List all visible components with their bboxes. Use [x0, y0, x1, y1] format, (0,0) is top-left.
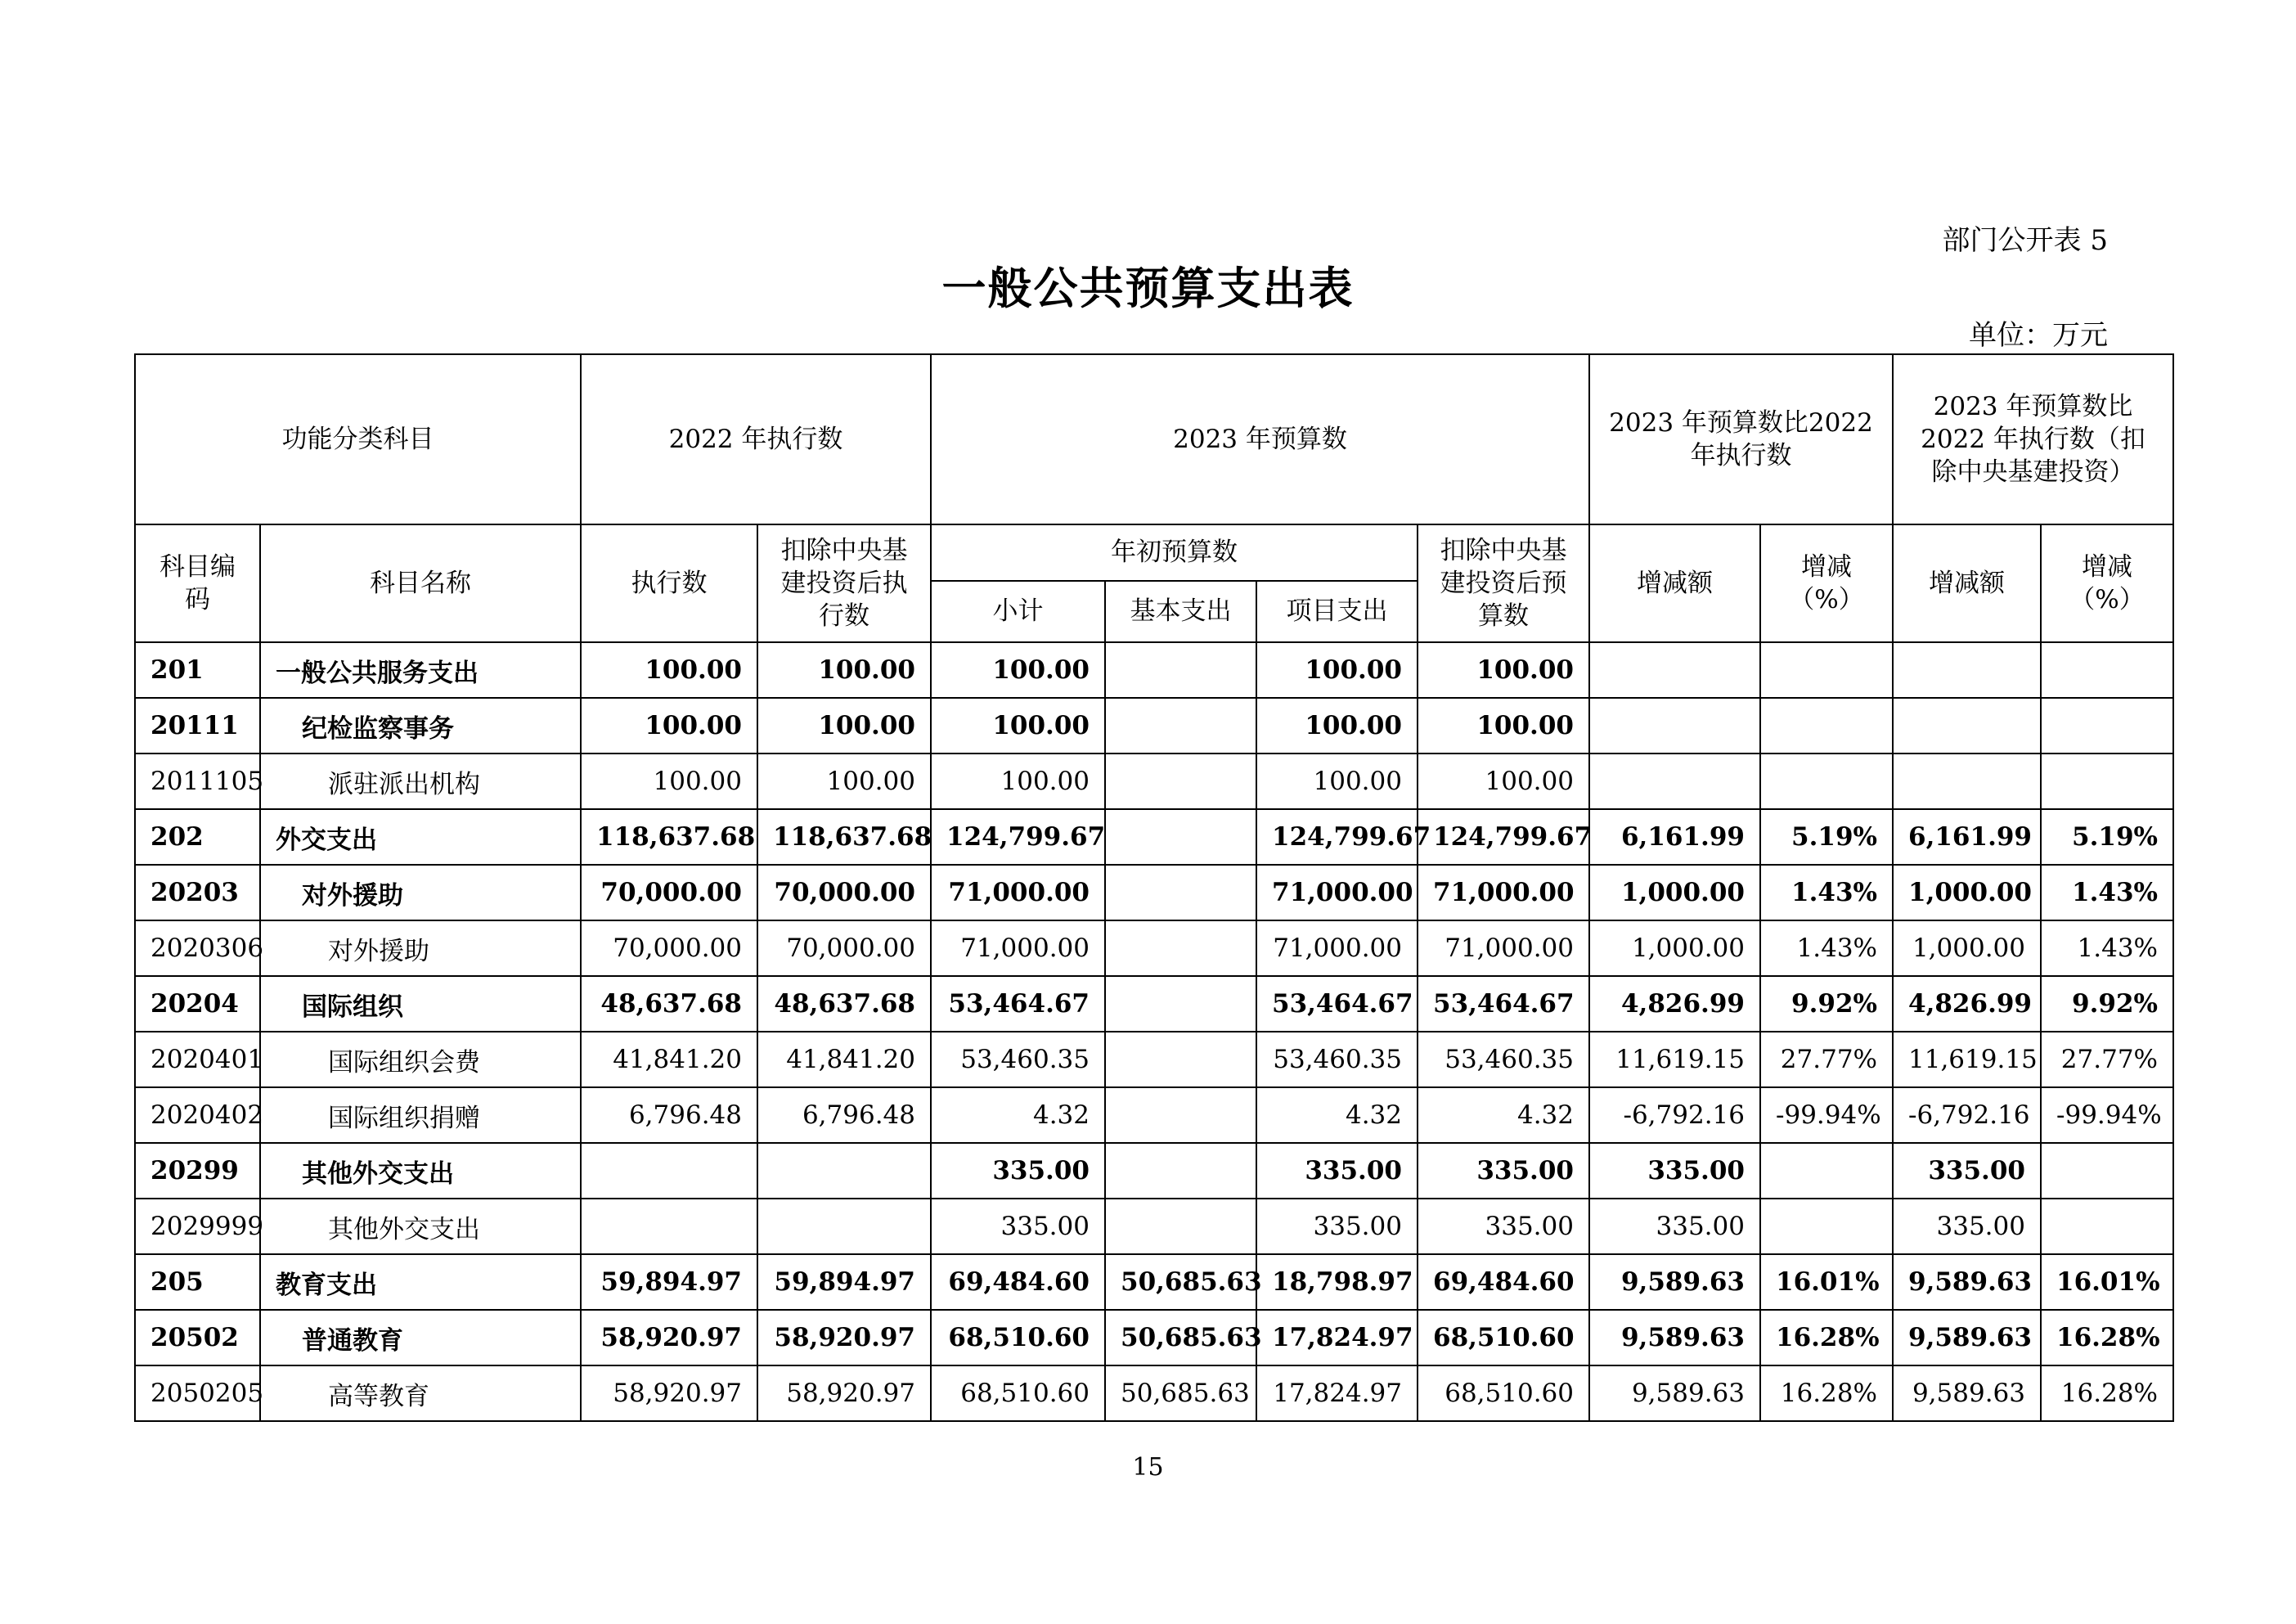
table-header	[135, 354, 2173, 642]
page-title: 一般公共预算支出表	[941, 262, 1355, 314]
code-cell: 20203	[135, 865, 260, 920]
change-amount-2-cell: 9,589.63	[1893, 1365, 2041, 1421]
subtotal-cell: 335.00	[931, 1199, 1105, 1254]
subtotal-cell: 100.00	[931, 754, 1105, 809]
basic-cell: 50,685.63	[1105, 1254, 1256, 1310]
budget-excl-cell: 335.00	[1418, 1143, 1589, 1199]
code-cell: 20299	[135, 1143, 260, 1199]
header-change-pct: 增减（%）	[1760, 524, 1893, 642]
header-project: 项目支出	[1256, 581, 1418, 642]
change-amount-2-cell: 9,589.63	[1893, 1310, 2041, 1365]
table-row	[135, 1199, 2173, 1254]
header-exec-2022: 2022 年执行数	[581, 354, 931, 524]
exec-cell	[581, 1199, 757, 1254]
change-pct-cell: 16.28%	[1760, 1310, 1893, 1365]
change-pct-cell	[1760, 1199, 1893, 1254]
name-cell: 高等教育	[260, 1365, 581, 1421]
budget-excl-cell: 53,460.35	[1418, 1032, 1589, 1087]
budget-excl-cell: 335.00	[1418, 1199, 1589, 1254]
budget-excl-cell: 71,000.00	[1418, 920, 1589, 976]
change-pct-2-cell: 1.43%	[2041, 865, 2173, 920]
header-name: 科目名称	[260, 524, 581, 642]
project-cell: 53,460.35	[1256, 1032, 1418, 1087]
exec-excl-cell: 48,637.68	[757, 976, 931, 1032]
name-cell: 对外援助	[260, 920, 581, 976]
project-cell: 71,000.00	[1256, 865, 1418, 920]
exec-excl-cell	[757, 1143, 931, 1199]
header-initial-budget: 年初预算数	[931, 524, 1418, 581]
table-row	[135, 698, 2173, 754]
change-pct-cell: -99.94%	[1760, 1087, 1893, 1143]
basic-cell	[1105, 865, 1256, 920]
subtotal-cell: 53,464.67	[931, 976, 1105, 1032]
exec-excl-cell: 70,000.00	[757, 865, 931, 920]
code-cell: 2029999	[135, 1199, 260, 1254]
change-pct-2-cell	[2041, 754, 2173, 809]
header-change-amount: 增减额	[1589, 524, 1760, 642]
exec-excl-cell: 6,796.48	[757, 1087, 931, 1143]
change-amount-cell: 1,000.00	[1589, 865, 1760, 920]
change-amount-cell: 11,619.15	[1589, 1032, 1760, 1087]
change-amount-cell: 1,000.00	[1589, 920, 1760, 976]
change-amount-cell: 9,589.63	[1589, 1254, 1760, 1310]
subtotal-cell: 100.00	[931, 642, 1105, 698]
table-row	[135, 865, 2173, 920]
change-amount-cell: 6,161.99	[1589, 809, 1760, 865]
change-pct-cell: 9.92%	[1760, 976, 1893, 1032]
code-cell: 2050205	[135, 1365, 260, 1421]
budget-excl-cell: 71,000.00	[1418, 865, 1589, 920]
project-cell: 17,824.97	[1256, 1310, 1418, 1365]
exec-cell: 100.00	[581, 698, 757, 754]
table-row	[135, 1365, 2173, 1421]
change-amount-2-cell	[1893, 698, 2041, 754]
name-cell: 普通教育	[260, 1310, 581, 1365]
header-subtotal: 小计	[931, 581, 1105, 642]
header-functional-category: 功能分类科目	[135, 354, 581, 524]
change-amount-2-cell: -6,792.16	[1893, 1087, 2041, 1143]
change-amount-cell: 335.00	[1589, 1199, 1760, 1254]
exec-excl-cell: 59,894.97	[757, 1254, 931, 1310]
change-pct-cell	[1760, 1143, 1893, 1199]
basic-cell	[1105, 1143, 1256, 1199]
header-change-pct-2: 增减（%）	[2041, 524, 2173, 642]
project-cell: 100.00	[1256, 642, 1418, 698]
change-amount-cell	[1589, 642, 1760, 698]
table-row	[135, 1143, 2173, 1199]
project-cell: 124,799.67	[1256, 809, 1418, 865]
change-pct-cell: 1.43%	[1760, 920, 1893, 976]
change-pct-cell	[1760, 698, 1893, 754]
change-amount-2-cell	[1893, 754, 2041, 809]
name-cell: 派驻派出机构	[260, 754, 581, 809]
header-code: 科目编码	[135, 524, 260, 642]
table-row	[135, 1087, 2173, 1143]
header-exec-excl: 扣除中央基建投资后执行数	[757, 524, 931, 642]
code-cell: 2020402	[135, 1087, 260, 1143]
table-row	[135, 642, 2173, 698]
budget-excl-cell: 100.00	[1418, 698, 1589, 754]
name-cell: 外交支出	[260, 809, 581, 865]
exec-cell: 58,920.97	[581, 1310, 757, 1365]
page-label: 部门公开表 5	[1942, 224, 2108, 257]
project-cell: 4.32	[1256, 1087, 1418, 1143]
budget-excl-cell: 68,510.60	[1418, 1310, 1589, 1365]
change-pct-2-cell	[2041, 1199, 2173, 1254]
project-cell: 100.00	[1256, 754, 1418, 809]
budget-excl-cell: 53,464.67	[1418, 976, 1589, 1032]
subtotal-cell: 71,000.00	[931, 920, 1105, 976]
basic-cell	[1105, 1087, 1256, 1143]
unit-label: 单位：万元	[1969, 319, 2108, 352]
change-amount-cell: -6,792.16	[1589, 1087, 1760, 1143]
header-compare-excl: 2023 年预算数比2022 年执行数（扣除中央基建投资）	[1893, 354, 2173, 524]
exec-cell: 41,841.20	[581, 1032, 757, 1087]
change-amount-2-cell: 1,000.00	[1893, 920, 2041, 976]
change-amount-cell	[1589, 754, 1760, 809]
change-amount-2-cell: 4,826.99	[1893, 976, 2041, 1032]
budget-table	[134, 353, 2174, 1422]
header-compare-exec: 2023 年预算数比2022 年执行数	[1589, 354, 1893, 524]
change-amount-2-cell: 1,000.00	[1893, 865, 2041, 920]
change-pct-2-cell	[2041, 642, 2173, 698]
change-pct-cell: 1.43%	[1760, 865, 1893, 920]
exec-excl-cell	[757, 1199, 931, 1254]
change-pct-cell: 27.77%	[1760, 1032, 1893, 1087]
basic-cell	[1105, 1032, 1256, 1087]
table-row	[135, 976, 2173, 1032]
budget-excl-cell: 4.32	[1418, 1087, 1589, 1143]
header-budget-excl: 扣除中央基建投资后预算数	[1418, 524, 1589, 642]
project-cell: 71,000.00	[1256, 920, 1418, 976]
budget-excl-cell: 100.00	[1418, 754, 1589, 809]
exec-cell	[581, 1143, 757, 1199]
project-cell: 335.00	[1256, 1143, 1418, 1199]
exec-excl-cell: 100.00	[757, 698, 931, 754]
project-cell: 18,798.97	[1256, 1254, 1418, 1310]
basic-cell	[1105, 1199, 1256, 1254]
basic-cell	[1105, 642, 1256, 698]
exec-excl-cell: 100.00	[757, 642, 931, 698]
exec-excl-cell: 100.00	[757, 754, 931, 809]
exec-excl-cell: 118,637.68	[757, 809, 931, 865]
header-basic: 基本支出	[1105, 581, 1256, 642]
exec-excl-cell: 58,920.97	[757, 1365, 931, 1421]
change-pct-cell	[1760, 754, 1893, 809]
basic-cell	[1105, 809, 1256, 865]
change-amount-cell	[1589, 698, 1760, 754]
name-cell: 国际组织会费	[260, 1032, 581, 1087]
change-amount-2-cell: 6,161.99	[1893, 809, 2041, 865]
code-cell: 205	[135, 1254, 260, 1310]
name-cell: 国际组织捐赠	[260, 1087, 581, 1143]
exec-cell: 100.00	[581, 642, 757, 698]
change-amount-2-cell: 11,619.15	[1893, 1032, 2041, 1087]
code-cell: 202	[135, 809, 260, 865]
header-budget-2023: 2023 年预算数	[931, 354, 1589, 524]
name-cell: 一般公共服务支出	[260, 642, 581, 698]
exec-cell: 58,920.97	[581, 1365, 757, 1421]
table-row	[135, 809, 2173, 865]
change-pct-2-cell: 27.77%	[2041, 1032, 2173, 1087]
subtotal-cell: 68,510.60	[931, 1365, 1105, 1421]
table-row	[135, 920, 2173, 976]
header-change-amount-2: 增减额	[1893, 524, 2041, 642]
code-cell: 201	[135, 642, 260, 698]
change-pct-2-cell: 16.28%	[2041, 1365, 2173, 1421]
exec-cell: 48,637.68	[581, 976, 757, 1032]
budget-excl-cell: 100.00	[1418, 642, 1589, 698]
budget-excl-cell: 68,510.60	[1418, 1365, 1589, 1421]
change-amount-2-cell: 9,589.63	[1893, 1254, 2041, 1310]
page-number: 15	[1132, 1453, 1164, 1482]
exec-cell: 70,000.00	[581, 920, 757, 976]
code-cell: 20204	[135, 976, 260, 1032]
name-cell: 教育支出	[260, 1254, 581, 1310]
subtotal-cell: 100.00	[931, 698, 1105, 754]
code-cell: 20111	[135, 698, 260, 754]
exec-excl-cell: 70,000.00	[757, 920, 931, 976]
budget-excl-cell: 69,484.60	[1418, 1254, 1589, 1310]
change-amount-2-cell: 335.00	[1893, 1199, 2041, 1254]
change-pct-2-cell	[2041, 1143, 2173, 1199]
subtotal-cell: 53,460.35	[931, 1032, 1105, 1087]
table-row	[135, 1254, 2173, 1310]
change-pct-2-cell: 9.92%	[2041, 976, 2173, 1032]
project-cell: 100.00	[1256, 698, 1418, 754]
basic-cell	[1105, 920, 1256, 976]
exec-cell: 6,796.48	[581, 1087, 757, 1143]
change-pct-2-cell: 16.28%	[2041, 1310, 2173, 1365]
change-amount-cell: 335.00	[1589, 1143, 1760, 1199]
header-exec: 执行数	[581, 524, 757, 642]
change-pct-2-cell: 1.43%	[2041, 920, 2173, 976]
change-pct-2-cell: 5.19%	[2041, 809, 2173, 865]
exec-excl-cell: 41,841.20	[757, 1032, 931, 1087]
project-cell: 17,824.97	[1256, 1365, 1418, 1421]
basic-cell	[1105, 976, 1256, 1032]
change-pct-2-cell: 16.01%	[2041, 1254, 2173, 1310]
name-cell: 其他外交支出	[260, 1143, 581, 1199]
exec-cell: 70,000.00	[581, 865, 757, 920]
name-cell: 国际组织	[260, 976, 581, 1032]
subtotal-cell: 124,799.67	[931, 809, 1105, 865]
change-pct-cell: 16.01%	[1760, 1254, 1893, 1310]
change-pct-cell: 16.28%	[1760, 1365, 1893, 1421]
basic-cell: 50,685.63	[1105, 1310, 1256, 1365]
code-cell: 2011105	[135, 754, 260, 809]
subtotal-cell: 68,510.60	[931, 1310, 1105, 1365]
change-pct-2-cell	[2041, 698, 2173, 754]
exec-excl-cell: 58,920.97	[757, 1310, 931, 1365]
budget-excl-cell: 124,799.67	[1418, 809, 1589, 865]
exec-cell: 59,894.97	[581, 1254, 757, 1310]
change-amount-cell: 9,589.63	[1589, 1310, 1760, 1365]
basic-cell	[1105, 698, 1256, 754]
name-cell: 其他外交支出	[260, 1199, 581, 1254]
subtotal-cell: 335.00	[931, 1143, 1105, 1199]
subtotal-cell: 69,484.60	[931, 1254, 1105, 1310]
project-cell: 53,464.67	[1256, 976, 1418, 1032]
change-pct-cell: 5.19%	[1760, 809, 1893, 865]
basic-cell	[1105, 754, 1256, 809]
name-cell: 对外援助	[260, 865, 581, 920]
change-pct-cell	[1760, 642, 1893, 698]
table-body	[135, 642, 2173, 1421]
code-cell: 2020306	[135, 920, 260, 976]
code-cell: 20502	[135, 1310, 260, 1365]
change-pct-2-cell: -99.94%	[2041, 1087, 2173, 1143]
name-cell: 纪检监察事务	[260, 698, 581, 754]
change-amount-2-cell	[1893, 642, 2041, 698]
change-amount-2-cell: 335.00	[1893, 1143, 2041, 1199]
change-amount-cell: 9,589.63	[1589, 1365, 1760, 1421]
basic-cell: 50,685.63	[1105, 1365, 1256, 1421]
project-cell: 335.00	[1256, 1199, 1418, 1254]
table-row	[135, 1310, 2173, 1365]
exec-cell: 118,637.68	[581, 809, 757, 865]
code-cell: 2020401	[135, 1032, 260, 1087]
change-amount-cell: 4,826.99	[1589, 976, 1760, 1032]
subtotal-cell: 4.32	[931, 1087, 1105, 1143]
subtotal-cell: 71,000.00	[931, 865, 1105, 920]
table-row	[135, 754, 2173, 809]
table-row	[135, 1032, 2173, 1087]
exec-cell: 100.00	[581, 754, 757, 809]
